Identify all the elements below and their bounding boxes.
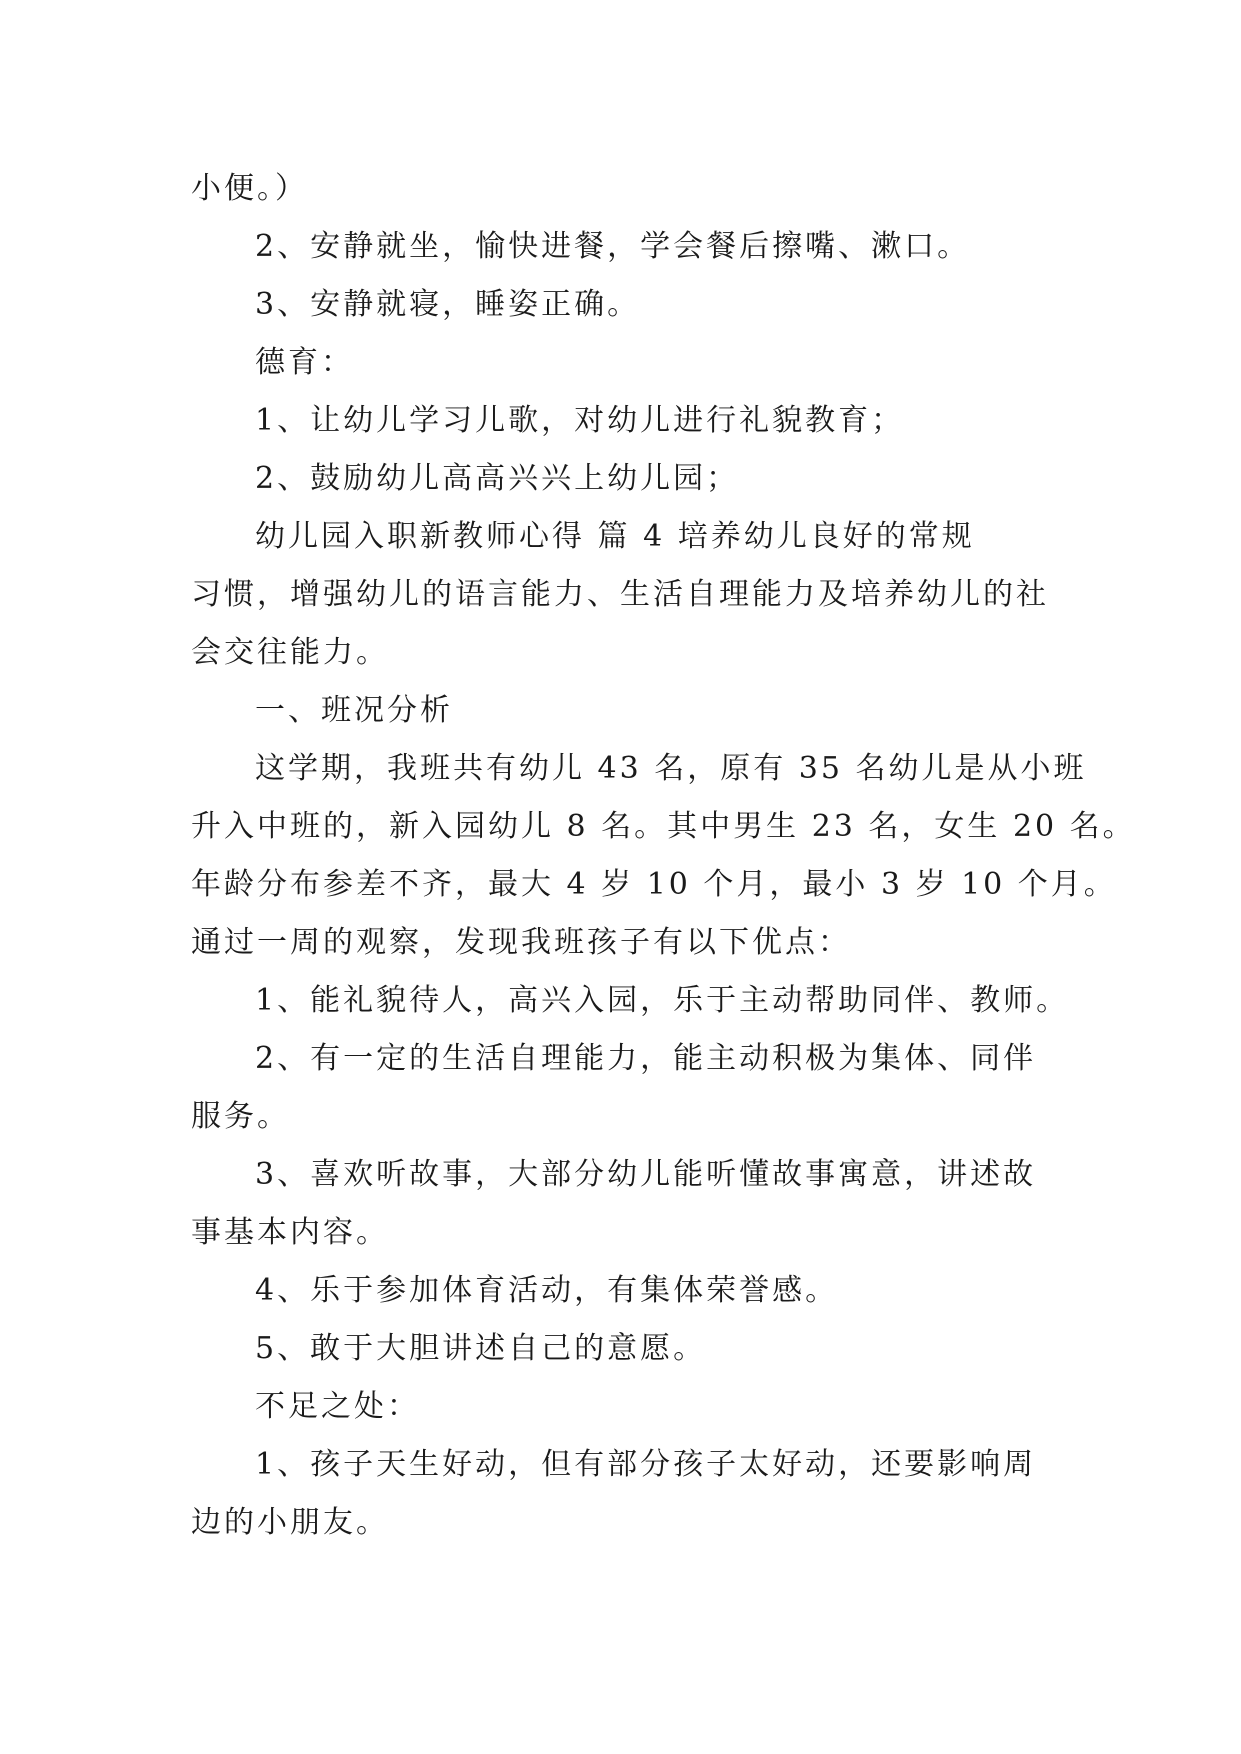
- document-body: [191, 160, 1136, 1552]
- text-line: 5、敢于大胆讲述自己的意愿。: [255, 1331, 707, 1366]
- text-line: 4、乐于参加体育活动，有集体荣誉感。: [255, 1273, 839, 1308]
- section-heading: 一、班况分析: [255, 693, 453, 728]
- text-line: 3、安静就寝，睡姿正确。: [255, 287, 641, 322]
- text-line: 1、能礼貌待人，高兴入园，乐于主动帮助同伴、教师。: [255, 983, 1070, 1018]
- text-line: 1、让幼儿学习儿歌，对幼儿进行礼貌教育；: [255, 403, 905, 438]
- text-line: 服务。: [191, 1099, 290, 1134]
- text-line: 3、喜欢听故事，大部分幼儿能听懂故事寓意，讲述故: [255, 1157, 1037, 1192]
- text-line: 小便。）: [191, 171, 308, 206]
- text-line: 习惯，增强幼儿的语言能力、生活自理能力及培养幼儿的社: [191, 577, 1049, 612]
- text-line: 边的小朋友。: [191, 1505, 389, 1540]
- section-heading: 不足之处：: [255, 1389, 420, 1424]
- text-line: 升入中班的，新入园幼儿 8 名。其中男生 23 名，女生 20 名。: [191, 809, 1136, 844]
- text-line: 2、安静就坐，愉快进餐，学会餐后擦嘴、漱口。: [255, 229, 971, 264]
- text-line: 2、鼓励幼儿高高兴兴上幼儿园；: [255, 461, 740, 496]
- text-line: 事基本内容。: [191, 1215, 389, 1250]
- text-line: 年龄分布参差不齐，最大 4 岁 10 个月，最小 3 岁 10 个月。: [191, 867, 1117, 902]
- text-line: 1、孩子天生好动，但有部分孩子太好动，还要影响周: [255, 1447, 1037, 1482]
- text-line: 会交往能力。: [191, 635, 389, 670]
- text-line: 幼儿园入职新教师心得 篇 4 培养幼儿良好的常规: [255, 519, 975, 554]
- text-line: 这学期，我班共有幼儿 43 名，原有 35 名幼儿是从小班: [255, 751, 1087, 786]
- text-line: 通过一周的观察，发现我班孩子有以下优点：: [191, 925, 851, 960]
- section-heading: 德育：: [255, 345, 354, 380]
- text-line: 2、有一定的生活自理能力，能主动积极为集体、同伴: [255, 1041, 1037, 1076]
